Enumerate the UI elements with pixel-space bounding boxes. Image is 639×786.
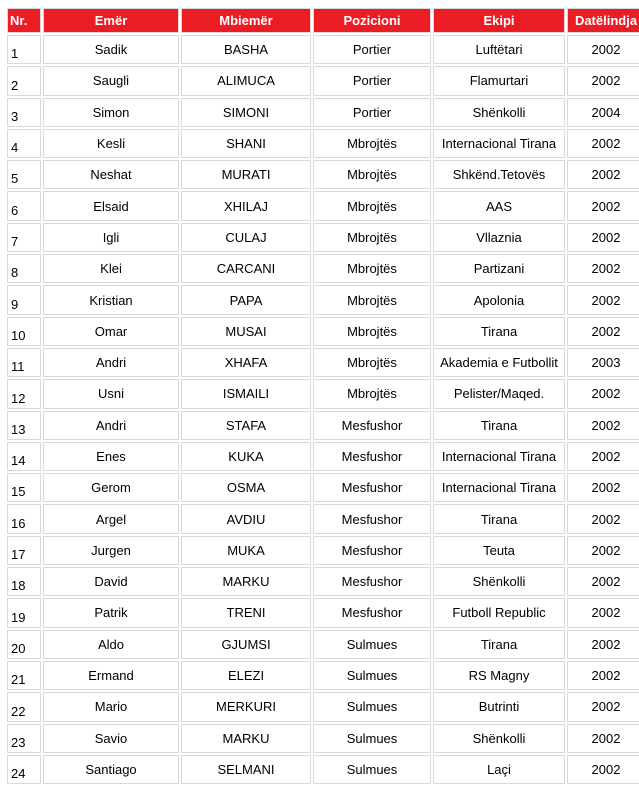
cell-mbiemer: SELMANI xyxy=(181,755,311,784)
cell-nr: 23 xyxy=(7,724,41,753)
cell-pozicioni: Mbrojtës xyxy=(313,191,431,220)
cell-nr: 11 xyxy=(7,348,41,377)
cell-pozicioni: Mesfushor xyxy=(313,504,431,533)
cell-mbiemer: ELEZI xyxy=(181,661,311,690)
table-row xyxy=(7,160,639,189)
table-row xyxy=(7,35,639,64)
cell-mbiemer: MURATI xyxy=(181,160,311,189)
cell-mbiemer: MARKU xyxy=(181,567,311,596)
table-row xyxy=(7,254,639,283)
cell-datelindja: 2002 xyxy=(567,473,639,502)
cell-ekipi: Luftëtari xyxy=(433,35,565,64)
cell-emer: Mario xyxy=(43,692,179,721)
cell-nr: 6 xyxy=(7,191,41,220)
cell-pozicioni: Portier xyxy=(313,35,431,64)
cell-emer: Klei xyxy=(43,254,179,283)
cell-emer: Saugli xyxy=(43,66,179,95)
cell-ekipi: Tirana xyxy=(433,317,565,346)
header-datelindja: Datëlindja xyxy=(567,8,639,33)
cell-mbiemer: CULAJ xyxy=(181,223,311,252)
cell-datelindja: 2002 xyxy=(567,379,639,408)
cell-mbiemer: XHAFA xyxy=(181,348,311,377)
cell-emer: Aldo xyxy=(43,630,179,659)
cell-ekipi: AAS xyxy=(433,191,565,220)
cell-emer: Patrik xyxy=(43,598,179,627)
cell-emer: Gerom xyxy=(43,473,179,502)
cell-ekipi: Futboll Republic xyxy=(433,598,565,627)
table-row xyxy=(7,692,639,721)
table-row xyxy=(7,317,639,346)
cell-ekipi: Shënkolli xyxy=(433,98,565,127)
table-row xyxy=(7,755,639,784)
cell-pozicioni: Mbrojtës xyxy=(313,223,431,252)
cell-datelindja: 2004 xyxy=(567,98,639,127)
header-row xyxy=(7,8,639,33)
cell-datelindja: 2002 xyxy=(567,317,639,346)
header-nr: Nr. xyxy=(7,8,41,33)
cell-pozicioni: Mesfushor xyxy=(313,411,431,440)
table-row xyxy=(7,348,639,377)
cell-mbiemer: OSMA xyxy=(181,473,311,502)
cell-mbiemer: ALIMUCA xyxy=(181,66,311,95)
cell-nr: 22 xyxy=(7,692,41,721)
cell-emer: Igli xyxy=(43,223,179,252)
cell-pozicioni: Mbrojtës xyxy=(313,160,431,189)
cell-nr: 1 xyxy=(7,35,41,64)
table-row xyxy=(7,567,639,596)
cell-pozicioni: Mesfushor xyxy=(313,442,431,471)
cell-pozicioni: Sulmues xyxy=(313,755,431,784)
cell-datelindja: 2002 xyxy=(567,129,639,158)
cell-datelindja: 2002 xyxy=(567,755,639,784)
cell-nr: 12 xyxy=(7,379,41,408)
cell-ekipi: Internacional Tirana xyxy=(433,473,565,502)
cell-ekipi: Internacional Tirana xyxy=(433,442,565,471)
cell-nr: 17 xyxy=(7,536,41,565)
cell-emer: Sadik xyxy=(43,35,179,64)
header-emer: Emër xyxy=(43,8,179,33)
table-row xyxy=(7,66,639,95)
cell-ekipi: Vllaznia xyxy=(433,223,565,252)
cell-mbiemer: XHILAJ xyxy=(181,191,311,220)
cell-nr: 14 xyxy=(7,442,41,471)
cell-emer: Elsaid xyxy=(43,191,179,220)
cell-emer: Santiago xyxy=(43,755,179,784)
table-row xyxy=(7,724,639,753)
cell-pozicioni: Mesfushor xyxy=(313,473,431,502)
cell-datelindja: 2003 xyxy=(567,348,639,377)
cell-mbiemer: KUKA xyxy=(181,442,311,471)
cell-nr: 2 xyxy=(7,66,41,95)
cell-pozicioni: Mesfushor xyxy=(313,598,431,627)
cell-datelindja: 2002 xyxy=(567,536,639,565)
table-row xyxy=(7,411,639,440)
cell-datelindja: 2002 xyxy=(567,661,639,690)
cell-emer: Omar xyxy=(43,317,179,346)
cell-nr: 20 xyxy=(7,630,41,659)
cell-nr: 15 xyxy=(7,473,41,502)
cell-datelindja: 2002 xyxy=(567,504,639,533)
cell-ekipi: Shkënd.Tetovës xyxy=(433,160,565,189)
cell-pozicioni: Mbrojtës xyxy=(313,129,431,158)
header-ekipi: Ekipi xyxy=(433,8,565,33)
cell-ekipi: Shënkolli xyxy=(433,724,565,753)
player-roster-table xyxy=(5,6,639,786)
table-row xyxy=(7,536,639,565)
cell-ekipi: Tirana xyxy=(433,411,565,440)
table-row xyxy=(7,598,639,627)
table-row xyxy=(7,191,639,220)
cell-mbiemer: STAFA xyxy=(181,411,311,440)
cell-datelindja: 2002 xyxy=(567,254,639,283)
table-row xyxy=(7,285,639,314)
cell-emer: Usni xyxy=(43,379,179,408)
cell-ekipi: Shënkolli xyxy=(433,567,565,596)
cell-pozicioni: Sulmues xyxy=(313,692,431,721)
cell-nr: 13 xyxy=(7,411,41,440)
cell-datelindja: 2002 xyxy=(567,66,639,95)
cell-pozicioni: Mesfushor xyxy=(313,567,431,596)
cell-mbiemer: SHANI xyxy=(181,129,311,158)
cell-nr: 5 xyxy=(7,160,41,189)
cell-pozicioni: Mesfushor xyxy=(313,536,431,565)
cell-emer: Argel xyxy=(43,504,179,533)
cell-pozicioni: Portier xyxy=(313,66,431,95)
cell-emer: Kesli xyxy=(43,129,179,158)
cell-ekipi: Flamurtari xyxy=(433,66,565,95)
header-mbiemer: Mbiemër xyxy=(181,8,311,33)
cell-datelindja: 2002 xyxy=(567,285,639,314)
cell-emer: Andri xyxy=(43,411,179,440)
cell-mbiemer: ISMAILI xyxy=(181,379,311,408)
table-row xyxy=(7,379,639,408)
cell-mbiemer: BASHA xyxy=(181,35,311,64)
cell-pozicioni: Mbrojtës xyxy=(313,379,431,408)
cell-emer: Neshat xyxy=(43,160,179,189)
cell-pozicioni: Sulmues xyxy=(313,724,431,753)
cell-nr: 18 xyxy=(7,567,41,596)
cell-mbiemer: MUKA xyxy=(181,536,311,565)
table-row xyxy=(7,129,639,158)
table-row xyxy=(7,98,639,127)
cell-emer: Andri xyxy=(43,348,179,377)
cell-nr: 19 xyxy=(7,598,41,627)
cell-ekipi: Partizani xyxy=(433,254,565,283)
cell-pozicioni: Sulmues xyxy=(313,630,431,659)
cell-mbiemer: SIMONI xyxy=(181,98,311,127)
table-row xyxy=(7,630,639,659)
cell-nr: 21 xyxy=(7,661,41,690)
header-pozicioni: Pozicioni xyxy=(313,8,431,33)
cell-mbiemer: GJUMSI xyxy=(181,630,311,659)
cell-datelindja: 2002 xyxy=(567,411,639,440)
cell-nr: 24 xyxy=(7,755,41,784)
cell-ekipi: Tirana xyxy=(433,630,565,659)
cell-nr: 3 xyxy=(7,98,41,127)
cell-nr: 16 xyxy=(7,504,41,533)
cell-nr: 7 xyxy=(7,223,41,252)
cell-emer: Savio xyxy=(43,724,179,753)
cell-ekipi: Butrinti xyxy=(433,692,565,721)
cell-ekipi: Akademia e Futbollit xyxy=(433,348,565,377)
cell-emer: David xyxy=(43,567,179,596)
cell-nr: 9 xyxy=(7,285,41,314)
cell-datelindja: 2002 xyxy=(567,567,639,596)
cell-datelindja: 2002 xyxy=(567,724,639,753)
cell-mbiemer: MERKURI xyxy=(181,692,311,721)
cell-emer: Simon xyxy=(43,98,179,127)
cell-datelindja: 2002 xyxy=(567,442,639,471)
cell-ekipi: Apolonia xyxy=(433,285,565,314)
cell-mbiemer: MARKU xyxy=(181,724,311,753)
cell-mbiemer: PAPA xyxy=(181,285,311,314)
cell-mbiemer: AVDIU xyxy=(181,504,311,533)
cell-pozicioni: Mbrojtës xyxy=(313,254,431,283)
cell-emer: Kristian xyxy=(43,285,179,314)
table-body xyxy=(7,35,639,784)
cell-datelindja: 2002 xyxy=(567,191,639,220)
cell-datelindja: 2002 xyxy=(567,160,639,189)
cell-ekipi: Teuta xyxy=(433,536,565,565)
cell-emer: Ermand xyxy=(43,661,179,690)
table-header xyxy=(7,8,639,33)
cell-pozicioni: Mbrojtës xyxy=(313,285,431,314)
cell-datelindja: 2002 xyxy=(567,630,639,659)
cell-ekipi: Laçi xyxy=(433,755,565,784)
cell-nr: 10 xyxy=(7,317,41,346)
table-row xyxy=(7,442,639,471)
cell-datelindja: 2002 xyxy=(567,223,639,252)
cell-ekipi: Tirana xyxy=(433,504,565,533)
cell-mbiemer: CARCANI xyxy=(181,254,311,283)
cell-datelindja: 2002 xyxy=(567,598,639,627)
cell-nr: 8 xyxy=(7,254,41,283)
cell-datelindja: 2002 xyxy=(567,692,639,721)
cell-mbiemer: TRENI xyxy=(181,598,311,627)
table-row xyxy=(7,504,639,533)
cell-ekipi: Pelister/Maqed. xyxy=(433,379,565,408)
cell-emer: Enes xyxy=(43,442,179,471)
cell-mbiemer: MUSAI xyxy=(181,317,311,346)
cell-emer: Jurgen xyxy=(43,536,179,565)
table-row xyxy=(7,223,639,252)
table-row xyxy=(7,473,639,502)
cell-pozicioni: Mbrojtës xyxy=(313,348,431,377)
cell-pozicioni: Sulmues xyxy=(313,661,431,690)
cell-ekipi: Internacional Tirana xyxy=(433,129,565,158)
table-row xyxy=(7,661,639,690)
cell-datelindja: 2002 xyxy=(567,35,639,64)
cell-ekipi: RS Magny xyxy=(433,661,565,690)
cell-pozicioni: Portier xyxy=(313,98,431,127)
cell-nr: 4 xyxy=(7,129,41,158)
cell-pozicioni: Mbrojtës xyxy=(313,317,431,346)
